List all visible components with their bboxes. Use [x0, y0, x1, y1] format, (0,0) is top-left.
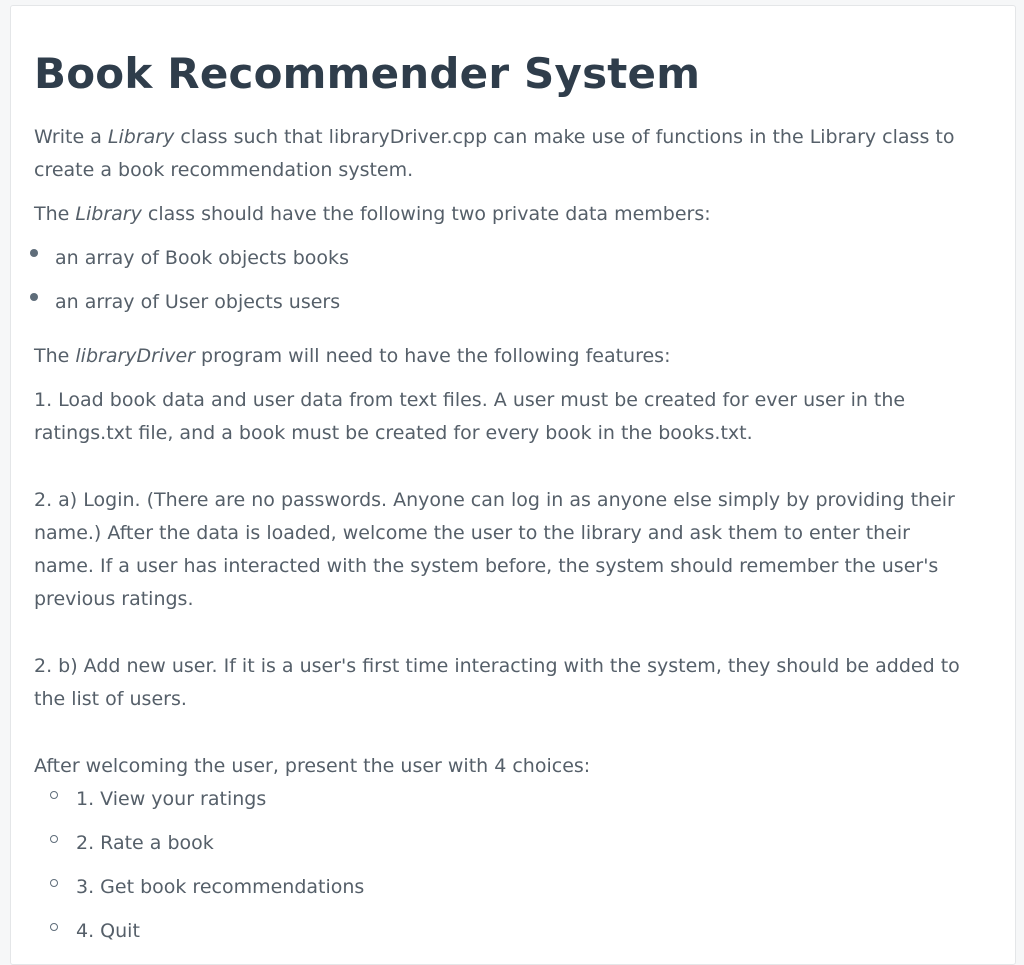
feature-2b-line-2: the list of users.	[34, 688, 187, 710]
bullet-circle-icon	[50, 923, 58, 931]
feature-2a-line-1: 2. a) Login. (There are no passwords. Anyone can log in as anyone else simply by providing their	[34, 489, 955, 511]
feature-2a-line-2: name.) After the data is loaded, welcome the user to the library and ask them to enter their	[34, 522, 910, 544]
feature-2a-line-4: previous ratings.	[34, 588, 194, 610]
feature-1-line-2: ratings.txt file, and a book must be created for every book in the books.txt.	[34, 422, 753, 444]
bullet-circle-icon	[50, 835, 58, 843]
bullet-circle-icon	[50, 791, 58, 799]
intro-paragraph-line-2: create a book recommendation system.	[34, 159, 414, 181]
intro-paragraph-line-1: Write a Library class such that libraryDriver.cpp can make use of functions in the Library class to	[34, 126, 955, 148]
choice-item: 3. Get book recommendations	[76, 876, 365, 898]
feature-2a-line-3: name. If a user has interacted with the system before, the system should remember the user's	[34, 555, 939, 577]
choices-intro: After welcoming the user, present the user with 4 choices:	[34, 755, 591, 777]
bullet-circle-icon	[50, 879, 58, 887]
feature-2b-line-1: 2. b) Add new user. If it is a user's first time interacting with the system, they should be added to	[34, 655, 960, 677]
feature-1-line-1: 1. Load book data and user data from text files. A user must be created for ever user in the	[34, 389, 906, 411]
bullet-dot-icon	[30, 293, 38, 301]
choice-item: 2. Rate a book	[76, 832, 214, 854]
bullet-dot-icon	[30, 249, 38, 257]
choice-item: 4. Quit	[76, 920, 140, 942]
list-item: an array of Book objects books	[55, 247, 349, 269]
page-title: Book Recommender System	[34, 49, 701, 98]
content-card	[10, 5, 1016, 965]
features-intro: The libraryDriver program will need to have the following features:	[34, 345, 671, 367]
list-item: an array of User objects users	[55, 291, 341, 313]
choice-item: 1. View your ratings	[76, 788, 267, 810]
data-members-intro: The Library class should have the following two private data members:	[34, 203, 711, 225]
